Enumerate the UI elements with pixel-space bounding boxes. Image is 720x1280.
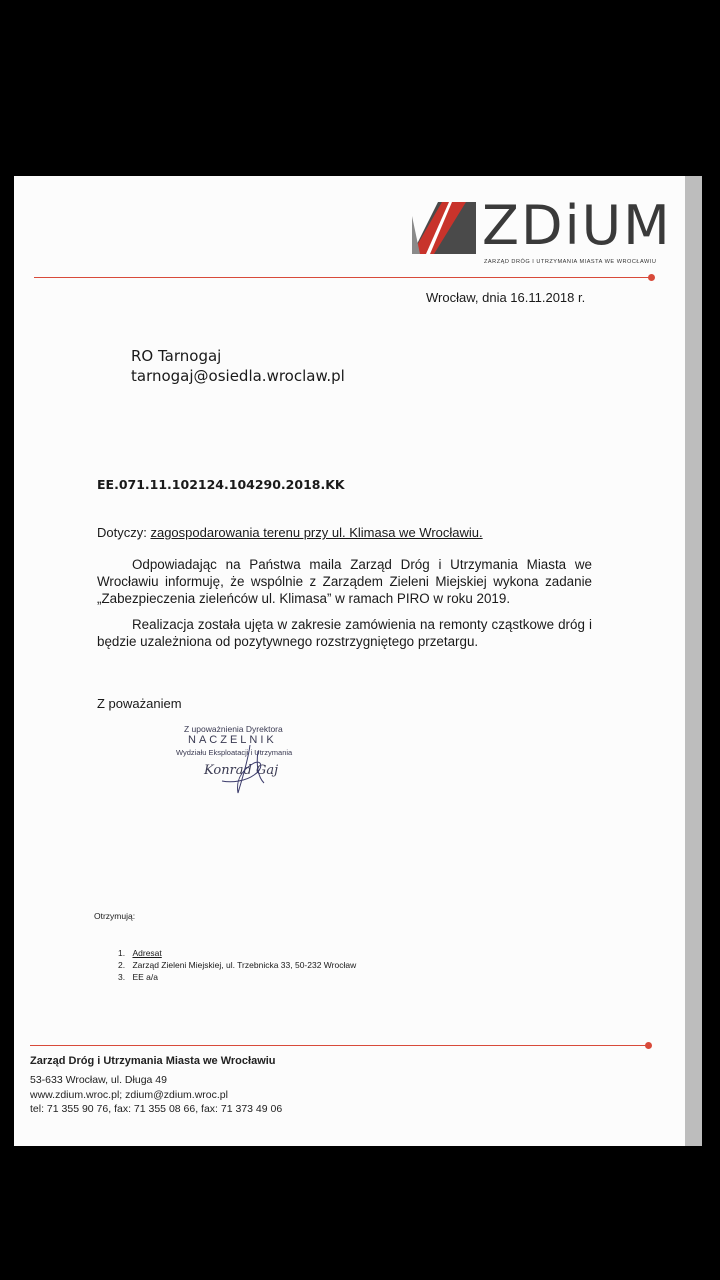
- scan-edge: [685, 176, 702, 1146]
- reference-number: EE.071.11.102124.104290.2018.KK: [97, 477, 345, 492]
- road-logo-icon: [412, 202, 476, 254]
- body-paragraph-2: Realizacja została ujęta w zakresie zamówienia na remonty cząstkowe dróg i będzie uzależniona od pozytywnego rozstrzygniętego przetargu.: [97, 617, 592, 649]
- recipients-label: Otrzymują:: [94, 911, 136, 921]
- letter-page: [14, 176, 685, 1146]
- recipient-item: 3. EE a/a: [118, 972, 158, 982]
- footer-divider: [30, 1045, 647, 1046]
- recipient-item: 2. Zarząd Zieleni Miejskiej, ul. Trzebnicka 33, 50-232 Wrocław: [118, 960, 357, 970]
- closing: Z poważaniem: [97, 696, 182, 711]
- logo-subtitle: ZARZĄD DRÓG I UTRZYMANIA MIASTA WE WROCŁAWIU: [484, 259, 657, 265]
- header-divider-dot: [648, 274, 655, 281]
- footer-address: 53-633 Wrocław, ul. Długa 49: [30, 1074, 167, 1086]
- stamp-line-3: Wydziału Eksploatacji i Utrzymania: [176, 748, 293, 757]
- signature-name: Konrad Gaj: [204, 763, 279, 778]
- stamp-line-2: NACZELNIK: [188, 734, 277, 746]
- footer-web: www.zdium.wroc.pl; zdium@zdium.wroc.pl: [30, 1089, 228, 1101]
- handwritten-signature-icon: [202, 741, 292, 796]
- recipient-item: 1. Adresat: [118, 948, 162, 958]
- footer-divider-dot: [645, 1042, 652, 1049]
- subject-text: zagospodarowania terenu przy ul. Klimasa we Wrocławiu.: [150, 525, 483, 540]
- logo-wordmark: ZDiUM: [482, 194, 672, 257]
- footer-org: Zarząd Dróg i Utrzymania Miasta we Wrocławiu: [30, 1055, 276, 1067]
- stamp-line-1: Z upoważnienia Dyrektora: [184, 724, 283, 734]
- subject-line: [97, 525, 483, 540]
- recipient-email: tarnogaj@osiedla.wroclaw.pl: [131, 367, 345, 385]
- header-divider: [34, 277, 649, 278]
- date-line: Wrocław, dnia 16.11.2018 r.: [426, 290, 586, 305]
- subject-label: Dotyczy:: [97, 525, 147, 540]
- footer-phones: tel: 71 355 90 76, fax: 71 355 08 66, fax: 71 373 49 06: [30, 1103, 283, 1115]
- body-paragraph-1: Odpowiadając na Państwa maila Zarząd Dróg i Utrzymania Miasta we Wrocławiu informuję, że wspólnie z Zarządem Zieleni Miejskiej wykona zadanie „Zabezpieczenia zieleńców ul. Klimasa” w ramach PIRO w roku 2019.: [97, 557, 592, 606]
- signature-stamp: [162, 721, 322, 796]
- recipient-name: RO Tarnogaj: [131, 347, 222, 365]
